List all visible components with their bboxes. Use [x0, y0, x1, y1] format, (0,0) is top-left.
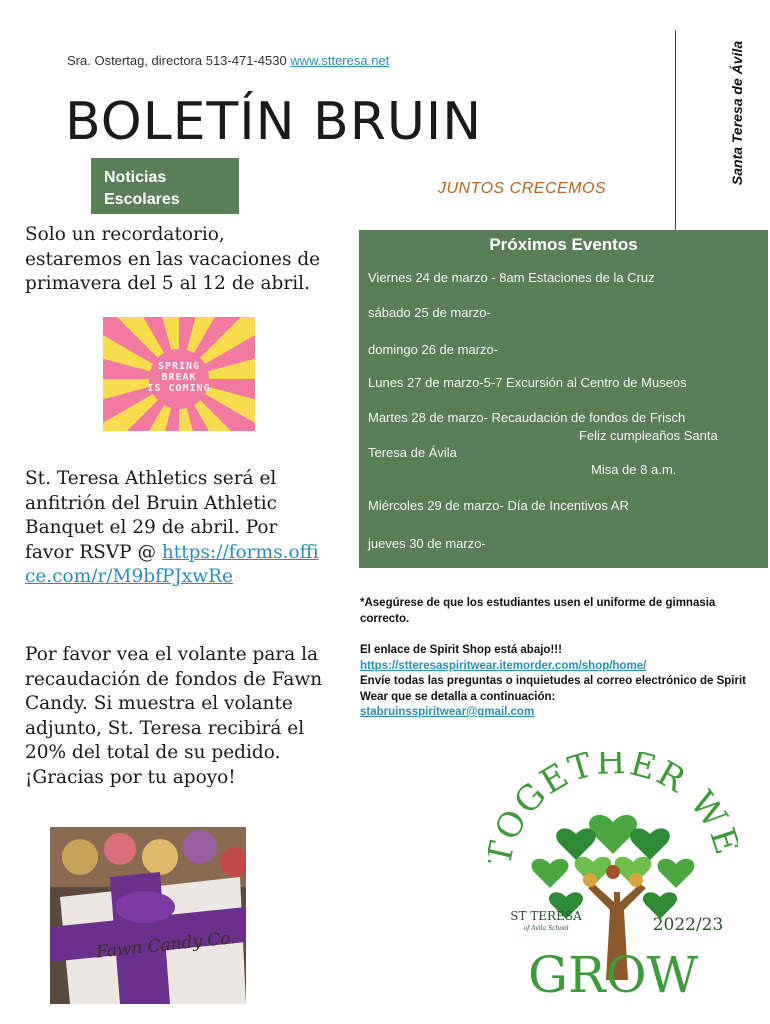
spring-break-image	[103, 317, 255, 431]
athletics-paragraph	[25, 467, 325, 590]
event-item: Viernes 24 de marzo - 8am Estaciones de la Cruz	[368, 270, 655, 285]
section-label-line1: Noticias	[104, 169, 167, 186]
spring-break-text	[103, 361, 255, 394]
spirit-shop-link[interactable]: https://stteresaspiritwear.itemorder.com/shop/home/	[360, 659, 647, 672]
candy-box-label: Fawn Candy Co.	[95, 928, 237, 963]
motto: JUNTOS CRECEMOS	[438, 180, 607, 197]
logo-graphic	[488, 752, 738, 1002]
side-label	[728, 28, 746, 198]
rsvp-link[interactable]: https://forms.office.com/r/M9bfPJxwRe	[25, 541, 319, 587]
section-label-box	[91, 158, 239, 214]
spring-line-3: IS COMING	[147, 383, 211, 394]
contact-line	[67, 53, 389, 68]
spirit-shop-contact: Envíe todas las preguntas o inquietudes al correo electrónico de Spirit Wear que se detalla a continuación:	[360, 675, 746, 703]
spring-line-2: BREAK	[161, 372, 197, 383]
vertical-divider	[675, 30, 676, 230]
logo-school-name: ST TERESA	[510, 909, 582, 923]
uniform-note: *Asegúrese de que los estudiantes usen el uniforme de gimnasia correcto.	[360, 597, 716, 625]
logo-arc-text: OGETHER W	[488, 752, 736, 847]
event-item: Martes 28 de marzo- Recaudación de fondos de Frisch	[368, 410, 686, 425]
spirit-shop-note	[360, 643, 760, 721]
event-item: jueves 30 de marzo-	[368, 536, 486, 551]
event-item: Lunes 27 de marzo-5-7 Excursión al Centro de Museos	[368, 375, 687, 390]
logo-year: 2022/23	[652, 915, 724, 935]
fawn-candy-image	[50, 827, 246, 1004]
event-item: Feliz cumpleaños Santa	[579, 428, 718, 443]
website-link[interactable]: www.stteresa.net	[290, 53, 390, 68]
contact-text: Sra. Ostertag, directora 513-471-4530	[67, 53, 291, 68]
event-item: Misa de 8 a.m.	[591, 462, 677, 477]
together-we-grow-logo	[488, 752, 738, 1002]
spirit-wear-email-link[interactable]: stabruinsspiritwear@gmail.com	[360, 706, 535, 718]
logo-grow-text: GROW	[528, 946, 698, 1002]
event-item: sábado 25 de marzo-	[368, 305, 491, 320]
section-label-line2: Escolares	[104, 191, 180, 208]
candy-box-photo	[50, 827, 246, 1004]
event-item: domingo 26 de marzo-	[368, 342, 499, 357]
spirit-shop-intro: El enlace de Spirit Shop está abajo!!!	[360, 644, 562, 656]
athletics-text: St. Teresa Athletics será el anfitrión del Bruin Athletic Banquet el 29 de abril. Por favor RSVP @	[25, 468, 278, 563]
fundraiser-paragraph: Por favor vea el volante para la recaudación de fondos de Fawn Candy. Si muestra el volante adjunto, St. Teresa recibirá el 20% del total de su pedido. ¡Gracias por tu apoyo!	[25, 644, 323, 788]
spring-break-reminder: Solo un recordatorio, estaremos en las vacaciones de primavera del 5 al 12 de abril.	[25, 224, 321, 294]
newsletter-title: BOLETÍN BRUIN	[65, 92, 483, 152]
events-title: Próximos Eventos	[489, 235, 638, 254]
spring-line-1: SPRING	[157, 361, 201, 372]
event-item: Miércoles 29 de marzo- Día de Incentivos AR	[368, 498, 629, 513]
school-name-vertical: Santa Teresa de Ávila	[729, 40, 745, 186]
logo-school-sub: of Avila School	[523, 925, 569, 932]
event-item: Teresa de Ávila	[368, 445, 457, 460]
upcoming-events-box	[359, 230, 768, 568]
